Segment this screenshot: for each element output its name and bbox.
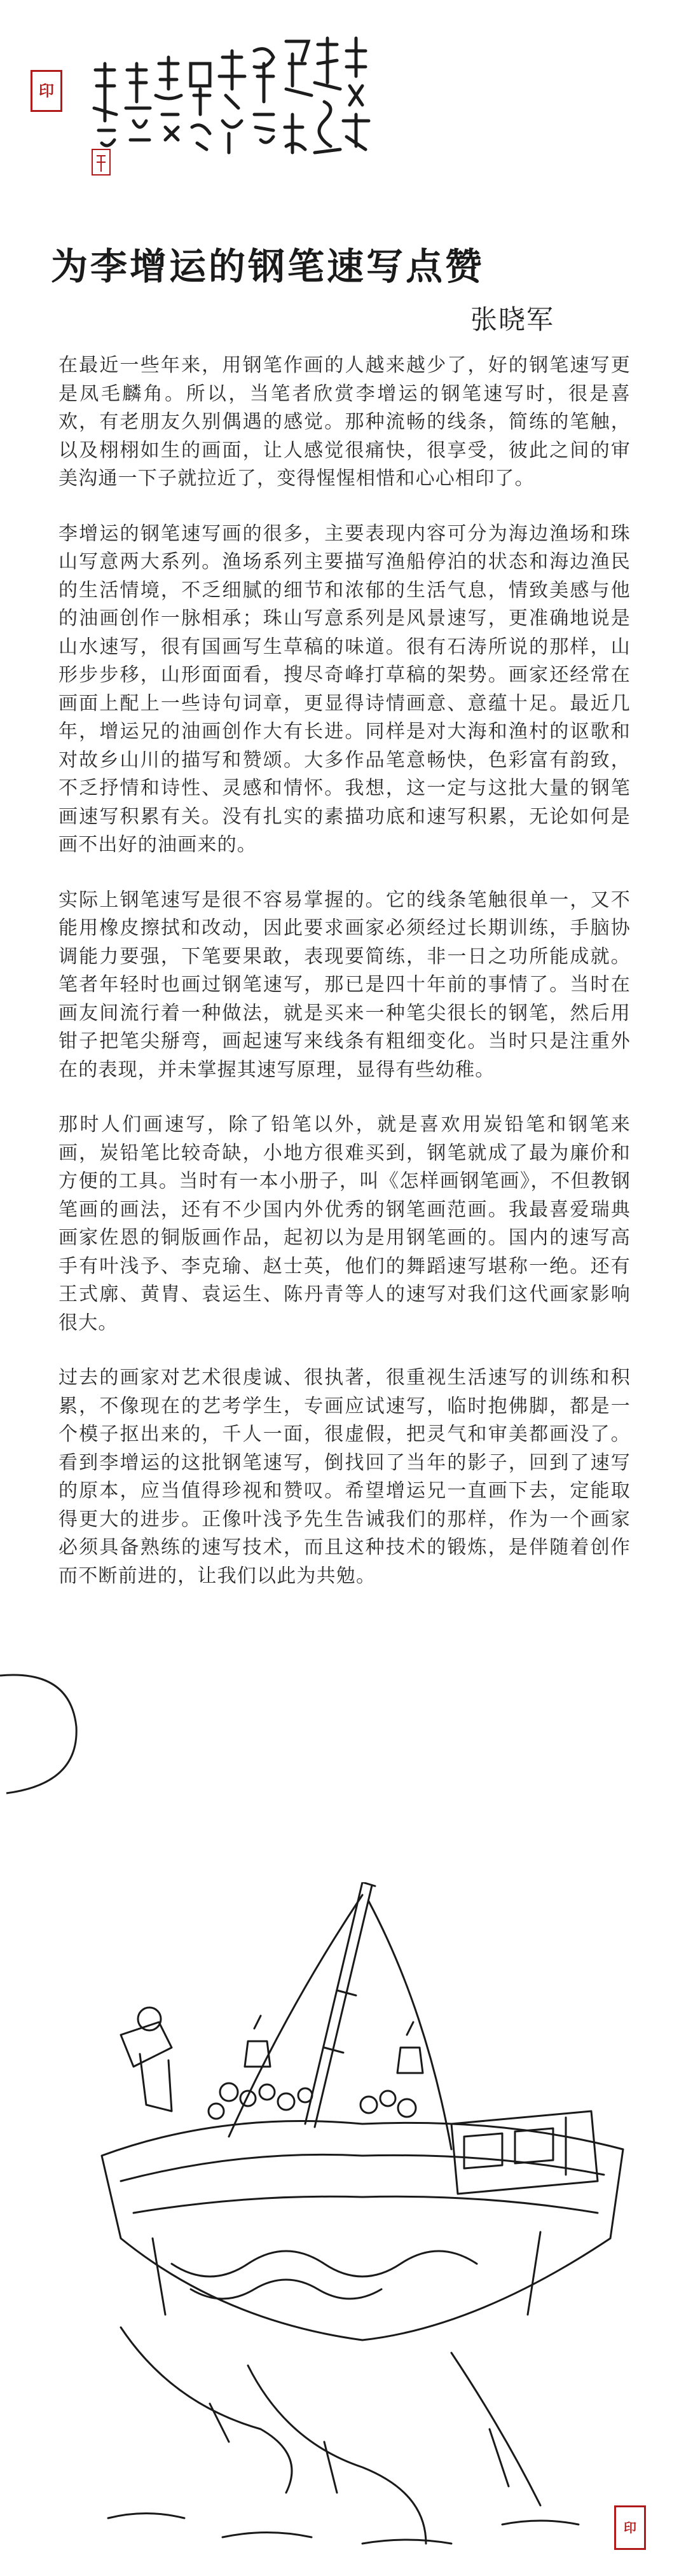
seal-top-text: 印 [39,81,54,100]
paragraph: 过去的画家对艺术很虔诚、很执著，很重视生活速写的训练和积累，不像现在的艺考学生，专画应试速写，临时抱佛脚，都是一个模子抠出来的，千人一面，很虚假，把灵气和审美都画没了。看到李增运的这批钢笔速写，倒找回了当年的影子，回到了速写的原本，应当值得珍视和赞叹。希望增运兄一直画下去，定能取得更大的进步。正像叶浅予先生告诫我们的那样，作为一个画家必须具备熟练的速写技术，而且这种技术的锻炼，是伴随着创作而不断前进的，让我们以此为共勉。 [58,1367,631,1587]
seal-bottom-text: 印 [624,2520,636,2535]
article-body [58,352,631,1617]
paragraph: 那时人们画速写，除了铅笔以外，就是喜欢用炭铅笔和钢笔来画，炭铅笔比较奇缺，小地方很难买到，钢笔就成了最为廉价和方便的工具。当时有一本小册子，叫《怎样画钢笔画》，不但教钢笔画的画法，还有不少国内外优秀的钢笔画范画。我最喜爱瑞典画家佐恩的铜版画作品，起初以为是用钢笔画的。国内的速写高手有叶浅予、李克瑜、赵士英，他们的舞蹈速写堪称一绝。还有王式廓、黄胄、袁运生、陈丹青等人的速写对我们这代画家影响很大。 [58,1113,631,1334]
red-seal-bottom [614,2505,646,2550]
red-seal-top [31,70,62,112]
paragraph: 李增运的钢笔速写画的很多，主要表现内容可分为海边渔场和珠山写意两大系列。渔场系列主要描写渔船停泊的状态和海边渔民的生活情境，不乏细腻的细节和浓郁的生活气息，情致美感与他的油画创作一脉相承；珠山写意系列是风景速写，更准确地说是山水速写，很有国画写生草稿的味道。很有石涛所说的那样，山形步步移，山形面面看，搜尽奇峰打草稿的架势。画家还经常在画面上配上一些诗句词章，更显得诗情画意、意蕴十足。最近几年，增运兄的油画创作大有长进。同样是对大海和渔村的讴歌和对故乡山川的描写和赞颂。大多作品笔意畅快，色彩富有韵致，不乏抒情和诗性、灵感和情怀。我想，这一定与这批大量的钢笔画速写积累有关。没有扎实的素描功底和速写积累，无论如何是画不出好的油画来的。 [58,522,631,856]
paragraph: 在最近一些年来，用钢笔作画的人越来越少了，好的钢笔速写更是凤毛麟角。所以，当笔者欣赏李增运的钢笔速写时，很是喜欢，有老朋友久别偶遇的感觉。那种流畅的线条，简练的笔触，以及栩栩如生的画面，让人感觉很痛快，很享受，彼此之间的审美沟通一下子就拉近了，变得惺惺相惜和心心相印了。 [58,354,631,490]
paragraph: 实际上钢笔速写是很不容易掌握的。它的线条笔触很单一，又不能用橡皮擦拭和改动，因此要求画家必须经过长期训练，手脑协调能力要强，下笔要果敢，表现要简练，非一日之功所能成就。笔者年轻时也画过钢笔速写，那已是四十年前的事情了。当时在画友间流行着一种做法，就是买来一种笔尖很长的钢笔，然后用钳子把笔尖掰弯，画起速写来线条有粗细变化。当时只是注重外在的表现，并未掌握其速写原理，显得有些幼稚。 [58,888,631,1081]
article-author: 张晓军 [470,304,555,335]
article-title: 为李增运的钢笔速写点赞 [51,245,485,288]
boat-pen-sketch [95,1882,636,2563]
ink-circle-stroke [0,1656,89,1796]
calligraphy-inscription [25,25,381,184]
